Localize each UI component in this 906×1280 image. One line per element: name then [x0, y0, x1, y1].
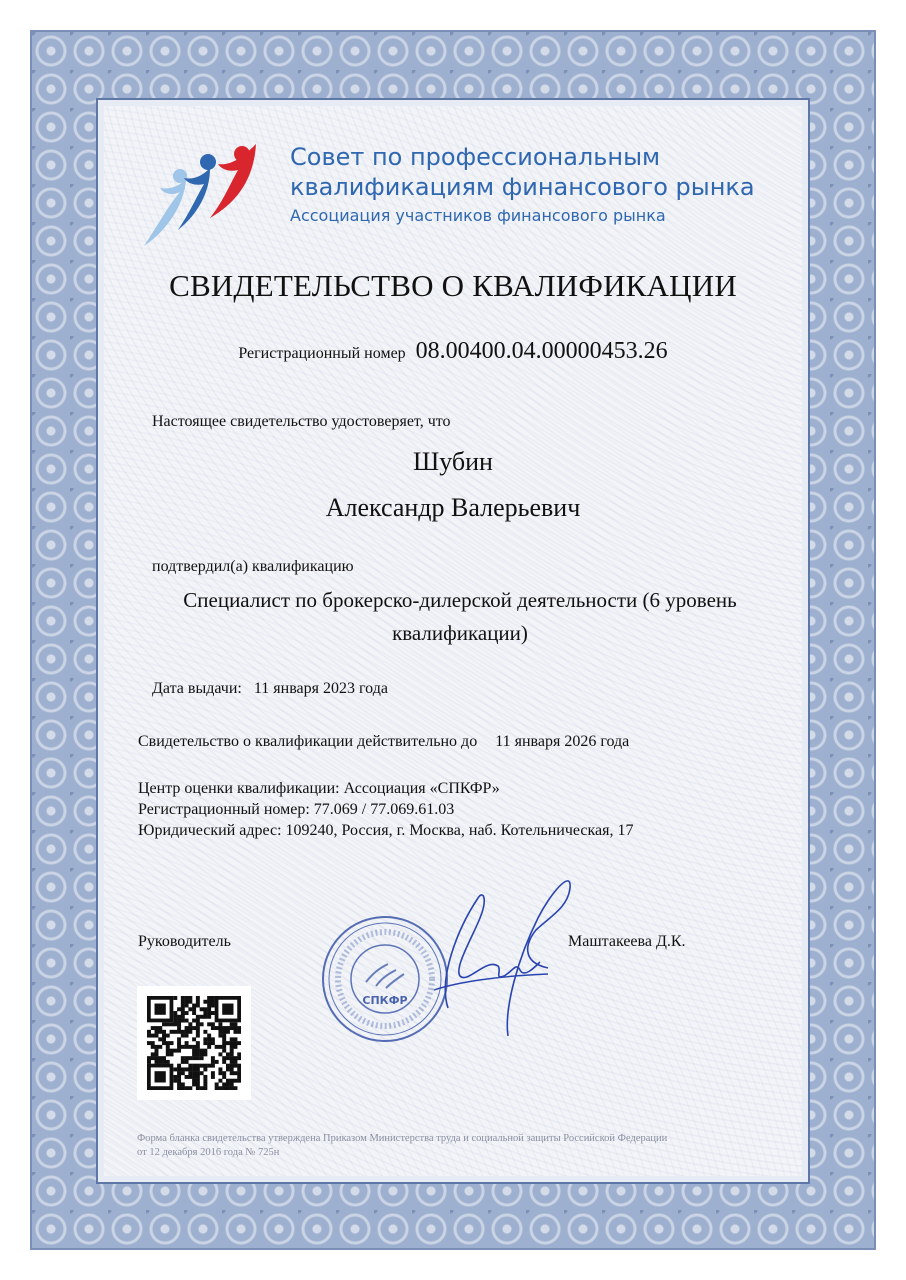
valid-until-date: 11 января 2026 года: [495, 733, 630, 750]
stamp-label: СПКФР: [362, 994, 408, 1007]
holder-surname: Шубин: [413, 447, 493, 476]
issue-date: 11 января 2023 года: [253, 680, 388, 697]
assessment-center-address: Юридический адрес: 109240, Россия, г. Москва, наб. Котельническая, 17: [138, 822, 634, 839]
organization-subtitle: Ассоциация участников финансового рынка: [290, 206, 666, 225]
organization-name-line2: квалификациям финансового рынка: [290, 173, 755, 201]
certifies-text: Настоящее свидетельство удостоверяет, что: [152, 413, 451, 430]
registration-number: 08.00400.04.00000453.26: [415, 338, 668, 364]
confirmed-text: подтвердил(а) квалификацию: [152, 558, 354, 575]
valid-until-label: Свидетельство о квалификации действительно до: [138, 733, 478, 750]
registration-row: [0, 338, 906, 365]
organization-name-line1: Совет по профессиональным: [290, 143, 661, 171]
issue-date-row: [152, 680, 388, 698]
footer-note-line1: Форма бланка свидетельства утверждена Приказом Министерства труда и социальной защиты Российской Федерации: [137, 1133, 668, 1144]
signatory-name: Маштакеева Д.К.: [568, 933, 686, 950]
qr-code[interactable]: [137, 986, 251, 1100]
valid-until-row: [138, 733, 629, 751]
assessment-center-name: Центр оценки квалификации: Ассоциация «СПКФР»: [138, 780, 500, 797]
assessment-center-reg: Регистрационный номер: 77.069 / 77.069.61.03: [138, 801, 455, 818]
certificate-title: СВИДЕТЕЛЬСТВО О КВАЛИФИКАЦИИ: [169, 268, 737, 303]
qr-code-pattern: [147, 996, 241, 1090]
handwritten-signature: [408, 858, 588, 1048]
registration-label: Регистрационный номер: [238, 345, 406, 362]
qualification-name: Специалист по брокерско-дилерской деятельности (6 уровень квалификации): [183, 588, 737, 645]
signatory-role: Руководитель: [138, 933, 231, 950]
holder-given-names: Александр Валерьевич: [325, 493, 581, 522]
footer-note-line2: от 12 декабря 2016 года № 725н: [137, 1147, 280, 1158]
issue-date-label: Дата выдачи:: [152, 680, 242, 697]
three-figures-logo-icon: [138, 134, 278, 254]
